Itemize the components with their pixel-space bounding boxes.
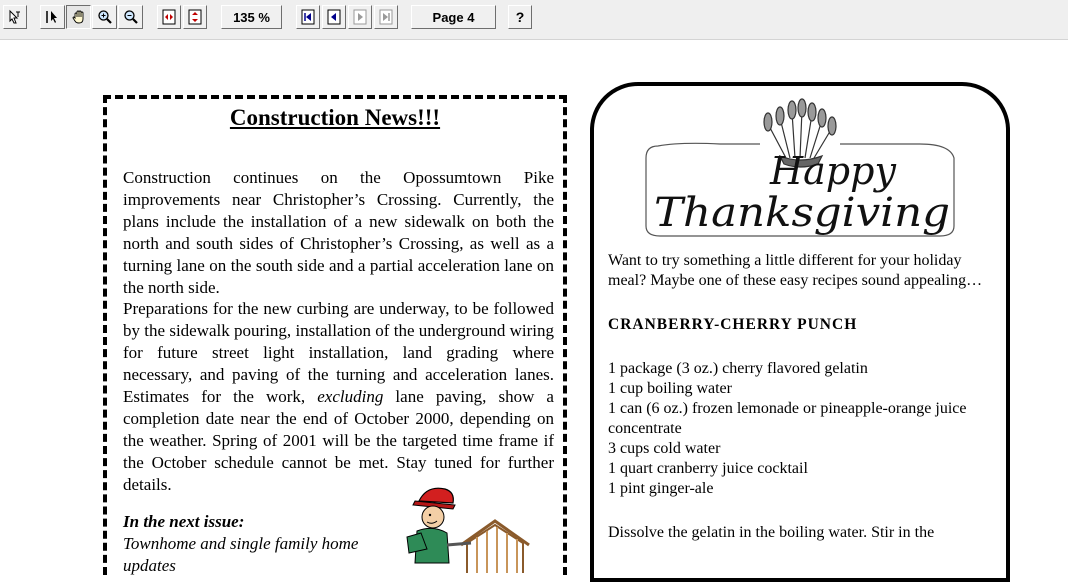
banner-happy-text: Happy [770,149,896,193]
paragraph-2-end: lane paving, show a completion date near the end of October 2000, depending on the weather. Spring of 2001 will be the targeted time frame if the October schedule cannot be met. Stay tuned for further details. [123,387,554,494]
article-body [123,167,554,496]
next-page-button[interactable] [348,5,372,29]
construction-news-box [103,95,567,575]
hand-icon [71,9,87,25]
ingredient-item: 3 cups cold water [608,440,721,457]
thanksgiving-box [590,82,1010,582]
ingredient-item: 1 pint ginger-ale [608,480,714,497]
ingredient-item: 1 package (3 oz.) cherry flavored gelatin [608,360,868,377]
zoom-out-button[interactable] [118,5,143,29]
zoom-in-button[interactable] [92,5,117,29]
previous-page-icon [327,9,341,25]
first-page-icon [301,9,315,25]
directions-text: Dissolve the gelatin in the boiling water. Stir in the [608,524,935,541]
fit-width-icon [162,9,176,25]
fit-page-icon [188,9,202,25]
zoom-in-icon [97,9,113,25]
arrow-pointer-icon [45,9,61,25]
page-number-text: Page 4 [432,9,475,25]
next-issue-heading: In the next issue: [123,512,245,531]
fit-page-button[interactable] [183,5,207,29]
ingredient-item: 1 quart cranberry juice cocktail [608,460,808,477]
happy-thanksgiving-banner [640,98,960,238]
zoom-out-icon [123,9,139,25]
help-button[interactable] [508,5,532,29]
toolbar [0,0,1068,40]
first-page-button[interactable] [296,5,320,29]
recipe-title: CRANBERRY-CHERRY PUNCH [608,316,858,333]
page-number-display[interactable] [411,5,496,29]
next-page-icon [353,9,367,25]
paragraph-2-emphasis: excluding [317,387,384,407]
article-title: Construction News!!! [229,105,441,130]
paragraph-1: Construction continues on the Opossumtown Pike improvements near Christopher’s Crossing. Currently, the plans include the installation of a new sidewalk on both the north and south sides of Christopher’s Crossing, as well as a turning lane on the south side and a partial acceleration lane on the north side. [123,168,554,297]
intro-text: Want to try something a little different for your holiday meal? Maybe one of these easy recipes sound appealing… [608,252,983,289]
banner-thanksgiving-text: Thanksgiving [654,190,950,236]
select-text-tool-button[interactable] [3,5,27,29]
ingredient-item: 1 can (6 oz.) frozen lemonade or pineapple-orange juice concentrate [608,400,967,437]
recipe-content [608,251,988,543]
ingredients-list [608,359,988,499]
paragraph-2-start: Preparations for the new curbing are underway, to be followed by the sidewalk pouring, installation of the underground wiring for future street light installation, land grading where necessary, and paving of the turning and acceleration lanes. Estimates for the work, [123,299,554,407]
last-page-button[interactable] [374,5,398,29]
next-issue-item: Townhome and single family home updates [123,534,359,575]
last-page-icon [379,9,393,25]
ingredient-item: 1 cup boiling water [608,380,732,397]
previous-page-button[interactable] [322,5,346,29]
construction-worker-illustration [387,483,537,583]
paragraph-2 [123,298,554,495]
hand-tool-button[interactable] [66,5,91,29]
document-page [0,40,1068,575]
help-icon: ? [515,9,525,25]
select-tool-icon [7,9,23,25]
fit-width-button[interactable] [157,5,181,29]
zoom-level-text: 135 % [233,9,270,25]
zoom-level-display[interactable] [221,5,282,29]
arrow-pointer-button[interactable] [40,5,65,29]
